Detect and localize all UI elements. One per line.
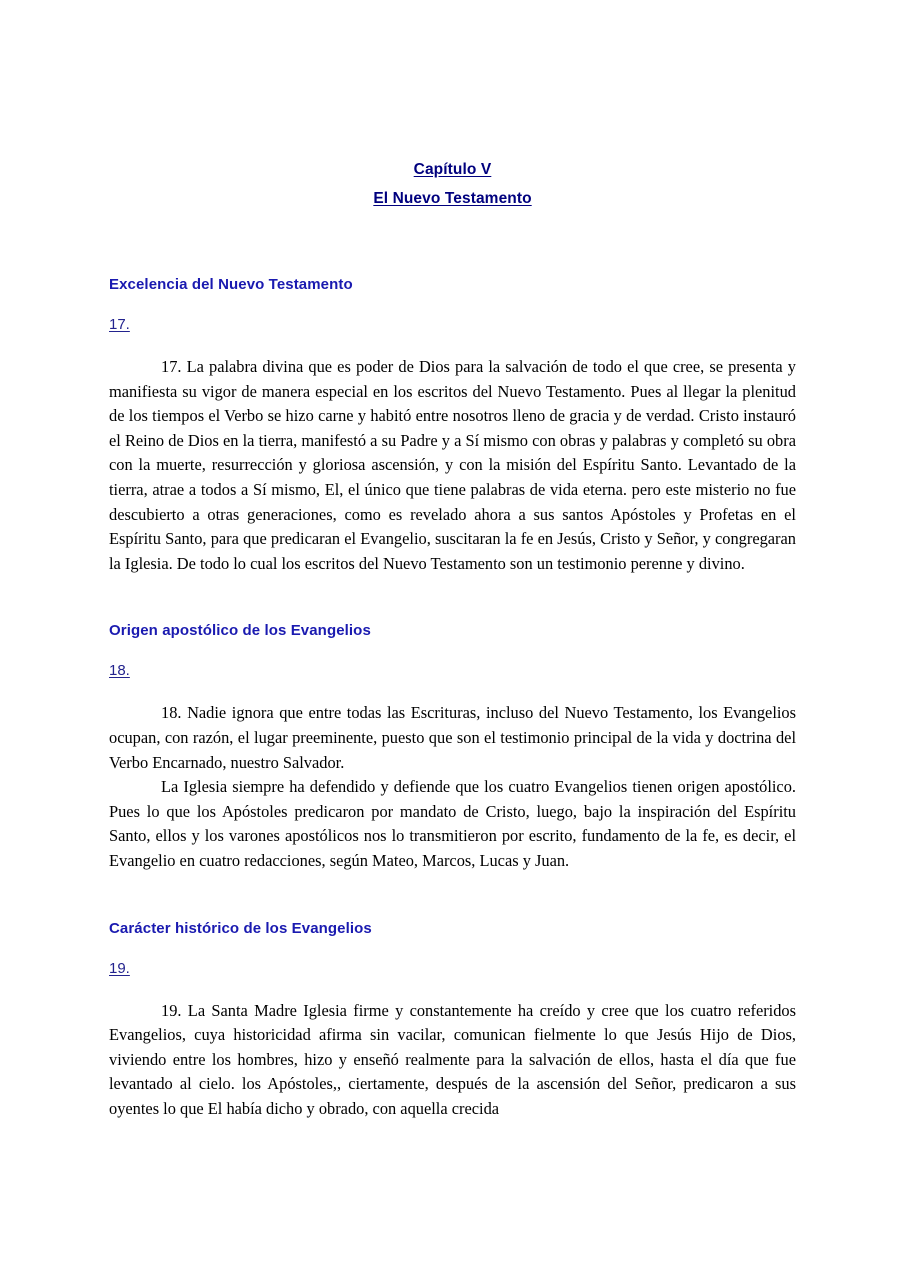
section-heading-excelencia: Excelencia del Nuevo Testamento (109, 276, 353, 293)
spacer (109, 979, 796, 999)
paragraph: 17. La palabra divina que es poder de Dios para la salvación de todo el que cree, se presenta y manifiesta su vigor de manera especial en los escritos del Nuevo Testamento. Pues al llegar la plenitud de los tiempos el Verbo se hizo carne y habitó entre nosotros lleno de gracia y de verdad. Cristo instauró el Reino de Dios en la tierra, manifestó a su Padre y a Sí mismo con obras y palabras y completó su obra con la muerte, resurrección y gloriosa ascensión, y con la misión del Espíritu Santo. Levantado de la tierra, atrae a todos a Sí mismo, El, el único que tiene palabras de vida eterna. pero este misterio no fue descubierto a otras generaciones, como es revelado ahora a sus santos Apóstoles y Profetas en el Espíritu Santo, para que predicaran el Evangelio, suscitaran la fe en Jesús, Cristo y Señor, y congregaran la Iglesia. De todo lo cual los escritos del Nuevo Testamento son un testimonio perenne y divino. (109, 357, 796, 573)
spacer (109, 576, 796, 621)
section-body-17 (109, 355, 796, 576)
document-content (109, 0, 796, 1121)
paragraph-anchor-17-label: 17. (109, 316, 130, 333)
chapter-number-text: Capítulo V (413, 161, 492, 178)
spacer (109, 641, 796, 661)
paragraph-anchor-18[interactable] (109, 661, 796, 681)
paragraph: 18. Nadie ignora que entre todas las Escrituras, incluso del Nuevo Testamento, los Evangelios ocupan, con razón, el lugar preeminente, puesto que son el testimonio principal de la vida y doctrina del Verbo Encarnado, nuestro Salvador. (109, 703, 796, 772)
paragraph: 19. La Santa Madre Iglesia firme y constantemente ha creído y cree que los cuatro referidos Evangelios, cuya historicidad afirma sin vacilar, comunican fielmente lo que Jesús Hijo de Dios, viviendo entre los hombres, hizo y enseñó realmente para la salvación de ellos, hasta el día que fue levantado al cielo. los Apóstoles,, ciertamente, después de la ascensión del Señor, predicaron a sus oyentes lo que El había dicho y obrado, con aquella crecida (109, 1000, 796, 1118)
paragraph: La Iglesia siempre ha defendido y defiende que los cuatro Evangelios tienen origen apostólico. Pues lo que los Apóstoles predicaron por mandato de Cristo, luego, bajo la inspiración del Espíritu Santo, ellos y los varones apostólicos nos lo transmitieron por escrito, fundamento de la fe, es decir, el Evangelio en cuatro redacciones, según Mateo, Marcos, Lucas y Juan. (109, 777, 796, 870)
spacer (109, 213, 796, 275)
spacer (109, 335, 796, 355)
chapter-name-title (109, 184, 796, 213)
paragraph-anchor-19[interactable] (109, 959, 796, 979)
section-body-18 (109, 701, 796, 873)
spacer (109, 874, 796, 919)
section-body-19 (109, 999, 796, 1122)
spacer (109, 295, 796, 315)
paragraph-anchor-18-label: 18. (109, 662, 130, 680)
chapter-title-block (109, 155, 796, 213)
paragraph-anchor-19-label: 19. (109, 959, 130, 977)
spacer (109, 939, 796, 959)
chapter-name-text: El Nuevo Testamento (373, 190, 532, 207)
spacer (109, 681, 796, 701)
section-heading-origen: Origen apostólico de los Evangelios (109, 622, 371, 640)
chapter-number-title (109, 155, 796, 184)
paragraph-anchor-17[interactable] (109, 315, 796, 335)
section-heading-caracter: Carácter histórico de los Evangelios (109, 919, 372, 937)
